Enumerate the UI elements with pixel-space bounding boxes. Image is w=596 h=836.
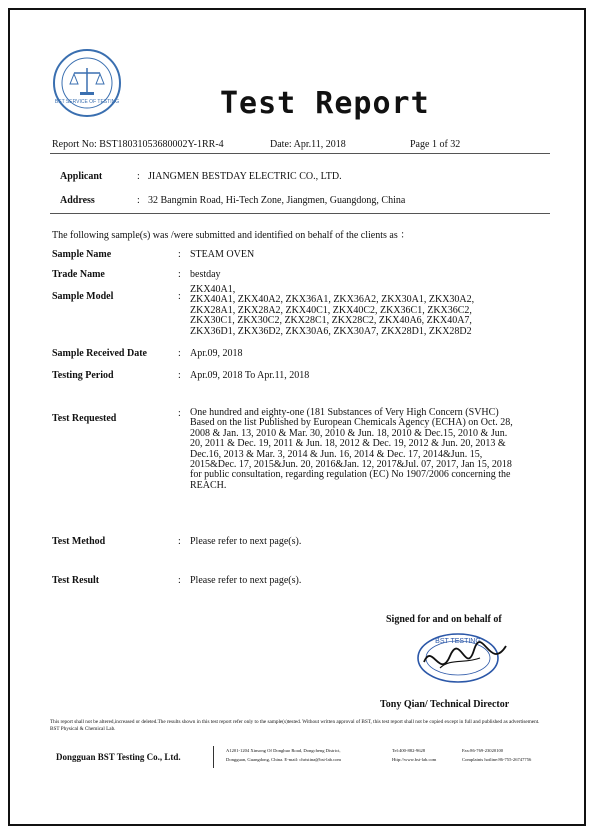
footer-fax: Fax:86-769-23020100 <box>462 748 504 753</box>
test-requested-line: REACH. <box>190 479 227 491</box>
sample-name-label: Sample Name <box>52 249 112 260</box>
test-requested-text <box>190 408 513 491</box>
divider <box>50 213 550 214</box>
sample-model-line: ZKX28A1, ZKX28A2, ZKX40C1, ZKX40C2, ZKX36C1, ZKX36C2, <box>190 304 472 316</box>
sample-name-value: STEAM OVEN <box>190 249 255 260</box>
footer-address-1: A1201-1204 Xinsong Of Donghuo Road, Dongcheng District, <box>226 748 341 753</box>
signer-name: Tony Qian/ Technical Director <box>380 699 510 710</box>
test-requested-line: 20, 2011 & Dec. 19, 2011 & Jun. 18, 2012 & Dec. 19, 2012 & Jun. 20, 2013 & <box>190 438 506 450</box>
test-requested-colon: : <box>178 408 181 419</box>
signed-for-heading: Signed for and on behalf of <box>386 614 502 625</box>
sample-model-line: ZKX40A1, <box>190 284 236 295</box>
disclaimer-text: This report shall not be altered,increased or deleted.The results shown in this test report refer only to the sample(s)tested. Without written approval of BST, this test report shall not be copied except in full and published as advertisement. BST Physical & Chemical Lab. <box>50 719 540 732</box>
test-result-colon: : <box>178 575 181 586</box>
test-requested-line: Dec.16, 2013 & Mar. 3, 2014 & Jun. 16, 2014 & Dec. 17, 2014&Jun. 15, <box>190 448 483 460</box>
sample-model-line: ZKX30C1, ZKX30C2, ZKX28C1, ZKX28C2, ZKX40A6, ZKX40A7, <box>190 315 472 327</box>
intro-text: The following sample(s) was /were submitted and identified on behalf of the clients as ： <box>52 230 411 241</box>
footer-company: Dongguan BST Testing Co., Ltd. <box>56 752 181 762</box>
page-title: Test Report <box>220 86 430 121</box>
applicant-colon: : <box>137 171 140 182</box>
sample-model-line: ZKX36D1, ZKX36D2, ZKX30A6, ZKX30A7, ZKX28D1, ZKX28D2 <box>190 325 472 337</box>
trade-name-colon: : <box>178 269 181 280</box>
applicant-value: JIANGMEN BESTDAY ELECTRIC CO., LTD. <box>148 171 342 182</box>
received-date-colon: : <box>178 348 181 359</box>
testing-period-label: Testing Period <box>52 370 114 381</box>
divider <box>50 153 550 154</box>
test-requested-line: One hundred and eighty-one (181 Substances of Very High Concern (SVHC) <box>190 407 499 418</box>
test-result-value: Please refer to next page(s). <box>190 575 302 586</box>
svg-text:BST TESTING: BST TESTING <box>435 638 481 645</box>
sample-model-line: ZKX40A1, ZKX40A2, ZKX36A1, ZKX36A2, ZKX30A1, ZKX30A2, <box>190 294 475 306</box>
testing-period-colon: : <box>178 370 181 381</box>
address-colon: : <box>137 195 140 206</box>
received-date-label: Sample Received Date <box>52 348 147 359</box>
sample-model-label: Sample Model <box>52 291 114 302</box>
test-requested-line: 2008 & Jan. 13, 2010 & Mar. 30, 2010 & Jun. 18, 2010 & Dec.15, 2010 & Jun. <box>190 427 508 439</box>
received-date-value: Apr.09, 2018 <box>190 348 243 359</box>
testing-period-value: Apr.09, 2018 To Apr.11, 2018 <box>190 370 310 381</box>
sample-model-colon: : <box>178 291 181 302</box>
address-label: Address <box>60 195 95 206</box>
test-requested-line: for public consultation, regarding regulation (EC) No 1907/2006 concerning the <box>190 469 511 481</box>
footer-tel: Tel:400-882-9628 <box>392 748 426 753</box>
test-result-label: Test Result <box>52 575 100 586</box>
trade-name-label: Trade Name <box>52 269 105 280</box>
footer-complaints: Complaints hotline:86-755-26747756 <box>462 757 532 762</box>
test-method-colon: : <box>178 536 181 547</box>
test-method-label: Test Method <box>52 536 106 547</box>
signature-stamp <box>410 628 520 688</box>
bst-seal-logo <box>52 48 122 118</box>
svg-text:BST SERVICE OF TESTING: BST SERVICE OF TESTING <box>54 99 120 105</box>
sample-name-colon: : <box>178 249 181 260</box>
footer-web: Http://www.bst-lab.com <box>392 757 437 762</box>
report-date: Date: Apr.11, 2018 <box>270 139 346 150</box>
trade-name-value: bestday <box>190 269 221 280</box>
test-requested-line: 2015&Dec. 17, 2015&Jun. 20, 2016&Jan. 12, 2017&Jul. 07, 2017, Jan 15, 2018 <box>190 459 512 471</box>
applicant-label: Applicant <box>60 171 103 182</box>
footer-divider <box>213 746 214 768</box>
test-requested-label: Test Requested <box>52 413 117 424</box>
test-method-value: Please refer to next page(s). <box>190 536 302 547</box>
page-number: Page 1 of 32 <box>410 139 461 150</box>
footer-address-2: Dongguan, Guangdong, China. E-mail: christina@bst-lab.com <box>226 757 341 762</box>
address-value: 32 Bangmin Road, Hi-Tech Zone, Jiangmen, Guangdong, China <box>148 195 406 206</box>
test-requested-line: Based on the list Published by European Chemicals Agency (ECHA) on Oct. 28, <box>190 417 513 429</box>
sample-model-list <box>190 285 474 337</box>
report-number: Report No: BST18031053680002Y-1RR-4 <box>52 139 224 150</box>
